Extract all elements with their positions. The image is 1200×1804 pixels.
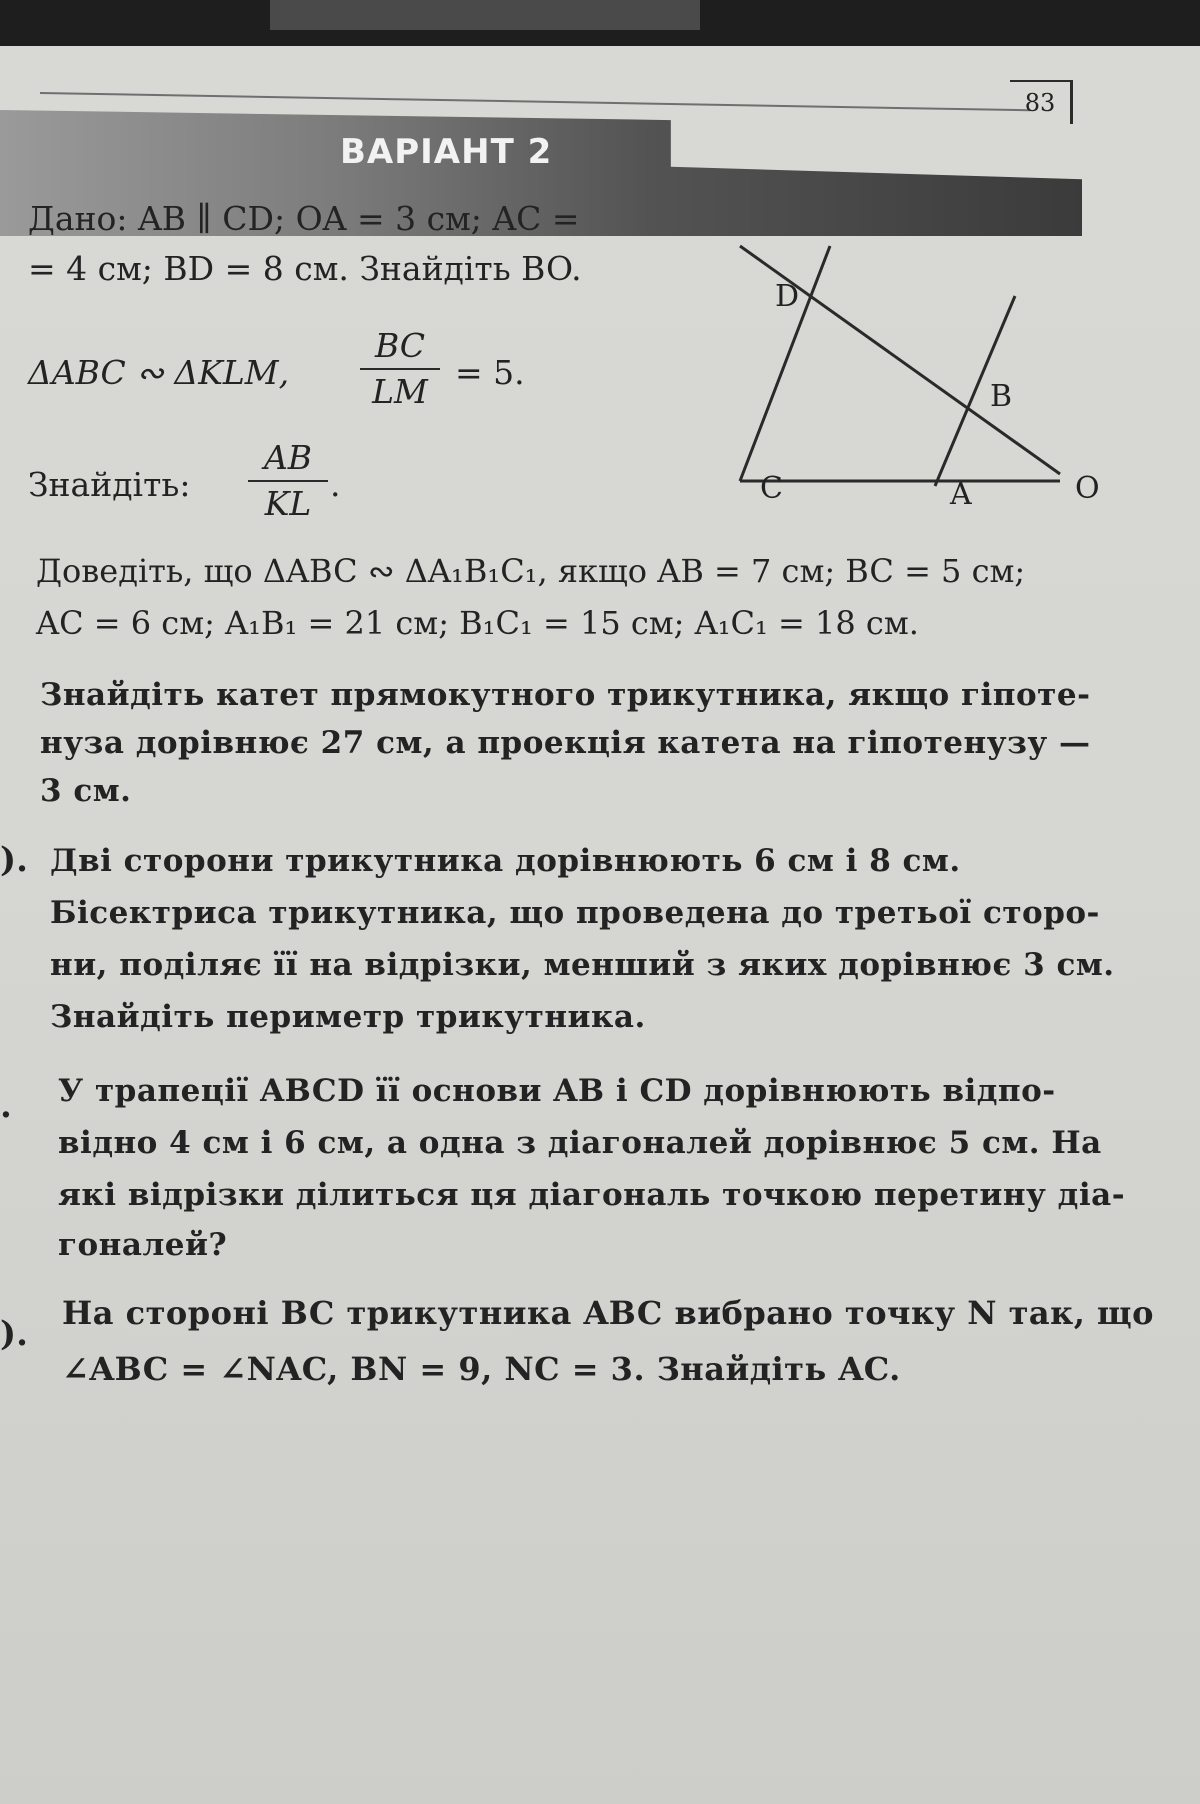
problem5-line4: Знайдіть периметр трикутника. (50, 999, 646, 1035)
problem4-line1: Знайдіть катет прямокутного трикутника, якщо гіпоте- (40, 677, 1091, 713)
problem3-line2: AC = 6 см; A₁B₁ = 21 см; B₁C₁ = 15 см; A₁C₁ = 18 см. (36, 604, 919, 642)
problem1-line1: Дано: AB ∥ CD; OA = 3 см; AC = (28, 199, 580, 238)
fraction-denominator: KL (264, 484, 312, 523)
page-number: 83 (1010, 80, 1073, 124)
point-label-b: B (990, 379, 1013, 414)
point-label-o: O (1075, 471, 1100, 506)
point-label-a: A (950, 477, 972, 512)
problem6-line4: гоналей? (58, 1227, 228, 1263)
fraction-numerator: AB (248, 436, 328, 482)
problem2-equals: = 5. (455, 353, 525, 392)
problem6-line2: відно 4 см і 6 см, а одна з діагоналей дорівнює 5 см. На (58, 1125, 1102, 1161)
problem4-line3: 3 см. (40, 773, 132, 809)
variant-title: ВАРІАНТ 2 (340, 132, 553, 172)
problem6-line3: які відрізки ділиться ця діагональ точкою перетину діа- (58, 1177, 1126, 1213)
problem6-marker: . (0, 1086, 12, 1126)
problem2-period: . (330, 465, 341, 504)
problem7-line1: На стороні BC трикутника ABC вибрано точку N так, що (62, 1294, 1154, 1332)
problem2-fraction-bc-lm (360, 324, 440, 414)
top-dark-tab (270, 0, 700, 30)
problem5-line2: Бісектриса трикутника, що проведена до третьої сторо- (50, 895, 1100, 931)
problem6-line1: У трапеції ABCD її основи AB і CD дорівнюють відпо- (58, 1073, 1056, 1109)
point-label-d: D (775, 279, 800, 314)
point-label-c: C (760, 471, 783, 506)
problem5-line1: Дві сторони трикутника дорівнюють 6 см і 8 см. (50, 843, 961, 879)
problem2-similarity: ΔABC ∾ ΔKLM, (28, 353, 290, 392)
problem7-line2: ∠ABC = ∠NAC, BN = 9, NC = 3. Знайдіть AC. (62, 1350, 901, 1388)
problem1-line2: = 4 см; BD = 8 см. Знайдіть BO. (28, 249, 582, 288)
figure-svg (720, 236, 1120, 526)
problem4-line2: нуза дорівнює 27 см, а проекція катета на гіпотенузу — (40, 725, 1091, 761)
problem7-marker: ). (0, 1314, 28, 1354)
problem5-line3: ни, поділяє її на відрізки, менший з яких дорівнює 3 см. (50, 947, 1115, 983)
problem5-marker: ). (0, 840, 28, 880)
fraction-denominator: LM (372, 372, 428, 411)
problem2-find-label: Знайдіть: (28, 465, 191, 504)
problem3-line1: Доведіть, що ΔABC ∾ ΔA₁B₁C₁, якщо AB = 7 см; BC = 5 см; (36, 552, 1026, 590)
fraction-numerator: BC (360, 324, 440, 370)
geometry-figure (720, 236, 1120, 526)
problem2-fraction-ab-kl (248, 436, 328, 526)
